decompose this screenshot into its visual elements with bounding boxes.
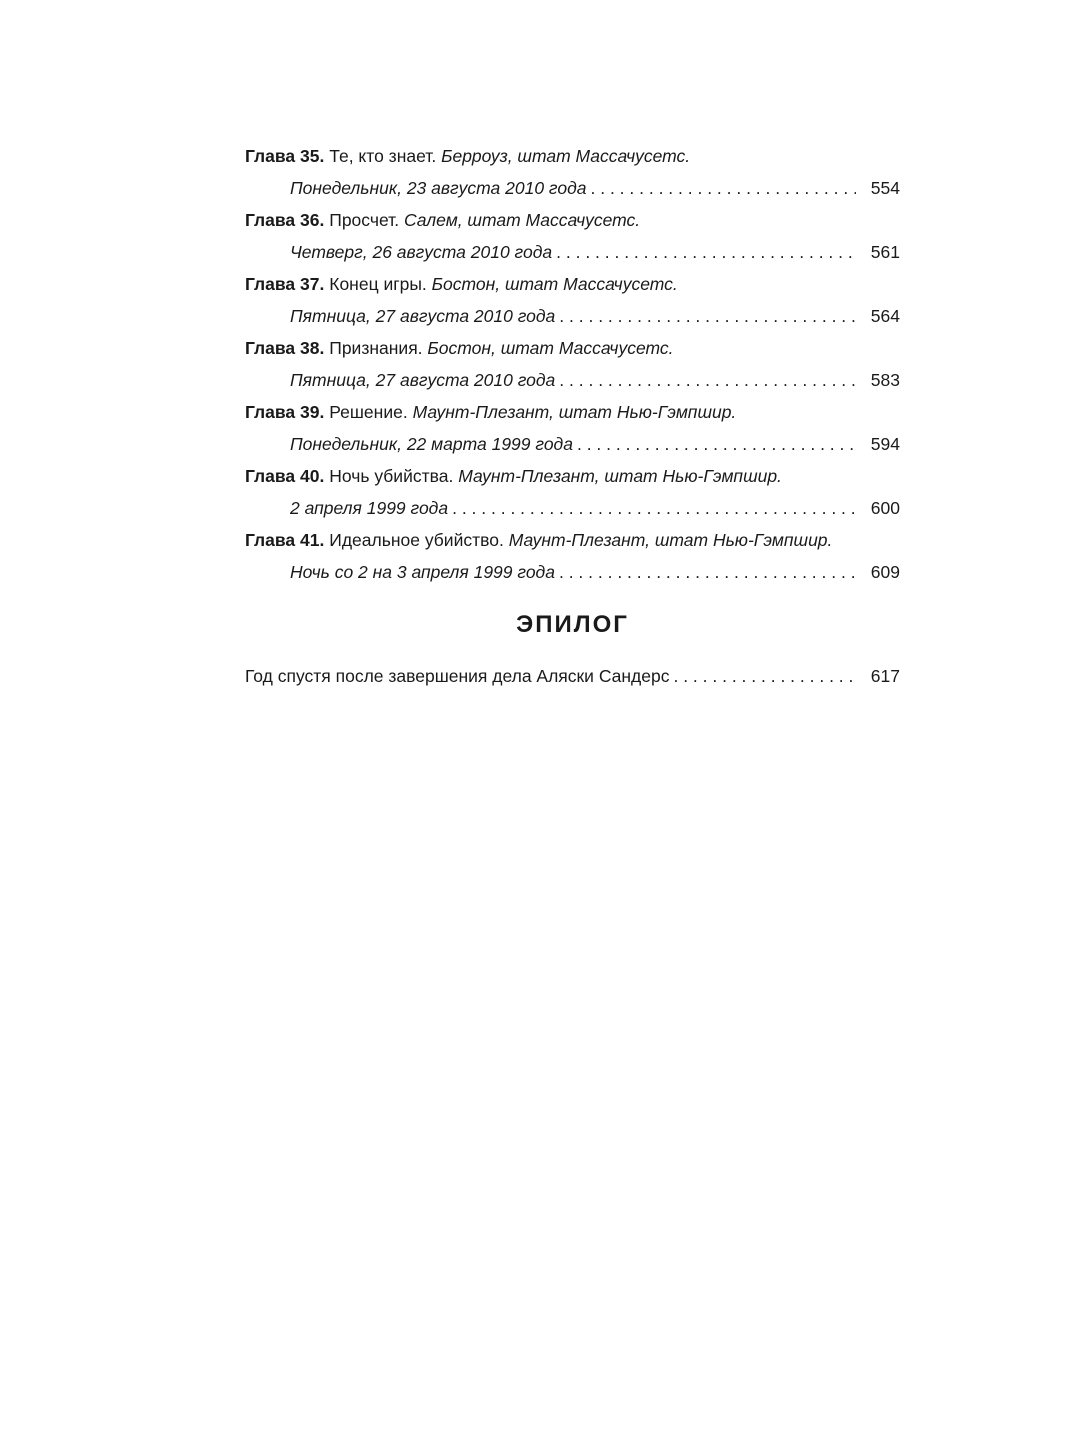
page-number: 617	[870, 666, 900, 686]
dot-leader	[556, 236, 856, 268]
chapter-heading-line: Глава 39. Решение. Маунт-Плезант, штат Нью-Гэмпшир.	[245, 402, 737, 422]
chapter-date: Пятница, 27 августа 2010 года	[290, 370, 556, 390]
chapter-date-line[interactable]	[245, 172, 900, 204]
chapter-place: Бостон, штат Массачусетс.	[427, 338, 674, 358]
chapter-heading-line: Глава 37. Конец игры. Бостон, штат Массачусетс.	[245, 274, 678, 294]
chapter-date: Пятница, 27 августа 2010 года	[290, 306, 556, 326]
epilogue-heading: ЭПИЛОГ	[516, 611, 629, 638]
chapter-label: Глава 35	[245, 146, 320, 166]
chapter-place: Берроуз, штат Массачусетс.	[441, 146, 691, 166]
page-number: 609	[870, 562, 900, 582]
chapter-heading-line: Глава 36. Просчет. Салем, штат Массачусетс.	[245, 210, 641, 230]
chapter-date-line[interactable]	[245, 492, 900, 524]
chapter-title: Те, кто знает.	[329, 146, 437, 166]
page-number: 583	[870, 370, 900, 390]
chapter-place: Бостон, штат Массачусетс.	[431, 274, 678, 294]
chapter-title: Признания.	[329, 338, 423, 358]
chapter-date: Понедельник, 23 августа 2010 года	[290, 178, 587, 198]
page-number: 594	[870, 434, 900, 454]
chapter-place: Маунт-Плезант, штат Нью-Гэмпшир.	[458, 466, 782, 486]
dot-leader	[559, 300, 856, 332]
chapter-label: Глава 37	[245, 274, 320, 294]
page-number: 554	[870, 178, 900, 198]
page-number: 600	[870, 498, 900, 518]
page-number: 564	[870, 306, 900, 326]
dot-leader	[559, 364, 856, 396]
dot-leader	[577, 428, 856, 460]
chapter-place: Салем, штат Массачусетс.	[403, 210, 641, 230]
chapter-date: 2 апреля 1999 года	[290, 498, 449, 518]
chapter-title: Ночь убийства.	[329, 466, 454, 486]
chapter-heading-line: Глава 41. Идеальное убийство. Маунт-Плезант, штат Нью-Гэмпшир.	[245, 530, 833, 550]
chapter-title: Просчет.	[329, 210, 400, 230]
chapter-date: Ночь со 2 на 3 апреля 1999 года	[290, 562, 555, 582]
chapter-label: Глава 40	[245, 466, 320, 486]
chapter-title: Идеальное убийство.	[329, 530, 504, 550]
chapter-date-line[interactable]	[245, 428, 900, 460]
chapter-heading-line: Глава 38. Признания. Бостон, штат Массачусетс.	[245, 338, 674, 358]
chapter-label: Глава 41	[245, 530, 320, 550]
chapter-label: Глава 39	[245, 402, 320, 422]
dot-leader	[673, 660, 856, 692]
chapter-title: Конец игры.	[329, 274, 427, 294]
chapter-date-line[interactable]	[245, 236, 900, 268]
chapter-label: Глава 36	[245, 210, 320, 230]
chapter-title: Решение.	[329, 402, 408, 422]
chapter-heading-line: Глава 35. Те, кто знает. Берроуз, штат Массачусетс.	[245, 146, 691, 166]
chapter-place: Маунт-Плезант, штат Нью-Гэмпшир.	[508, 530, 833, 550]
chapter-heading-line: Глава 40. Ночь убийства. Маунт-Плезант, штат Нью-Гэмпшир.	[245, 466, 782, 486]
page-number: 561	[870, 242, 900, 262]
chapter-date-line[interactable]	[245, 556, 900, 588]
chapter-date-line[interactable]	[245, 300, 900, 332]
chapter-place: Маунт-Плезант, штат Нью-Гэмпшир.	[412, 402, 737, 422]
chapter-date-line[interactable]	[245, 364, 900, 396]
epilogue-entry: Год спустя после завершения дела Аляски Сандерс	[245, 666, 670, 686]
dot-leader	[452, 492, 856, 524]
chapter-date: Понедельник, 22 марта 1999 года	[290, 434, 573, 454]
dot-leader	[591, 172, 857, 204]
epilogue-entry-line[interactable]	[245, 660, 900, 692]
chapter-date: Четверг, 26 августа 2010 года	[290, 242, 553, 262]
table-of-contents	[245, 140, 900, 692]
dot-leader	[559, 556, 856, 588]
chapter-label: Глава 38	[245, 338, 320, 358]
